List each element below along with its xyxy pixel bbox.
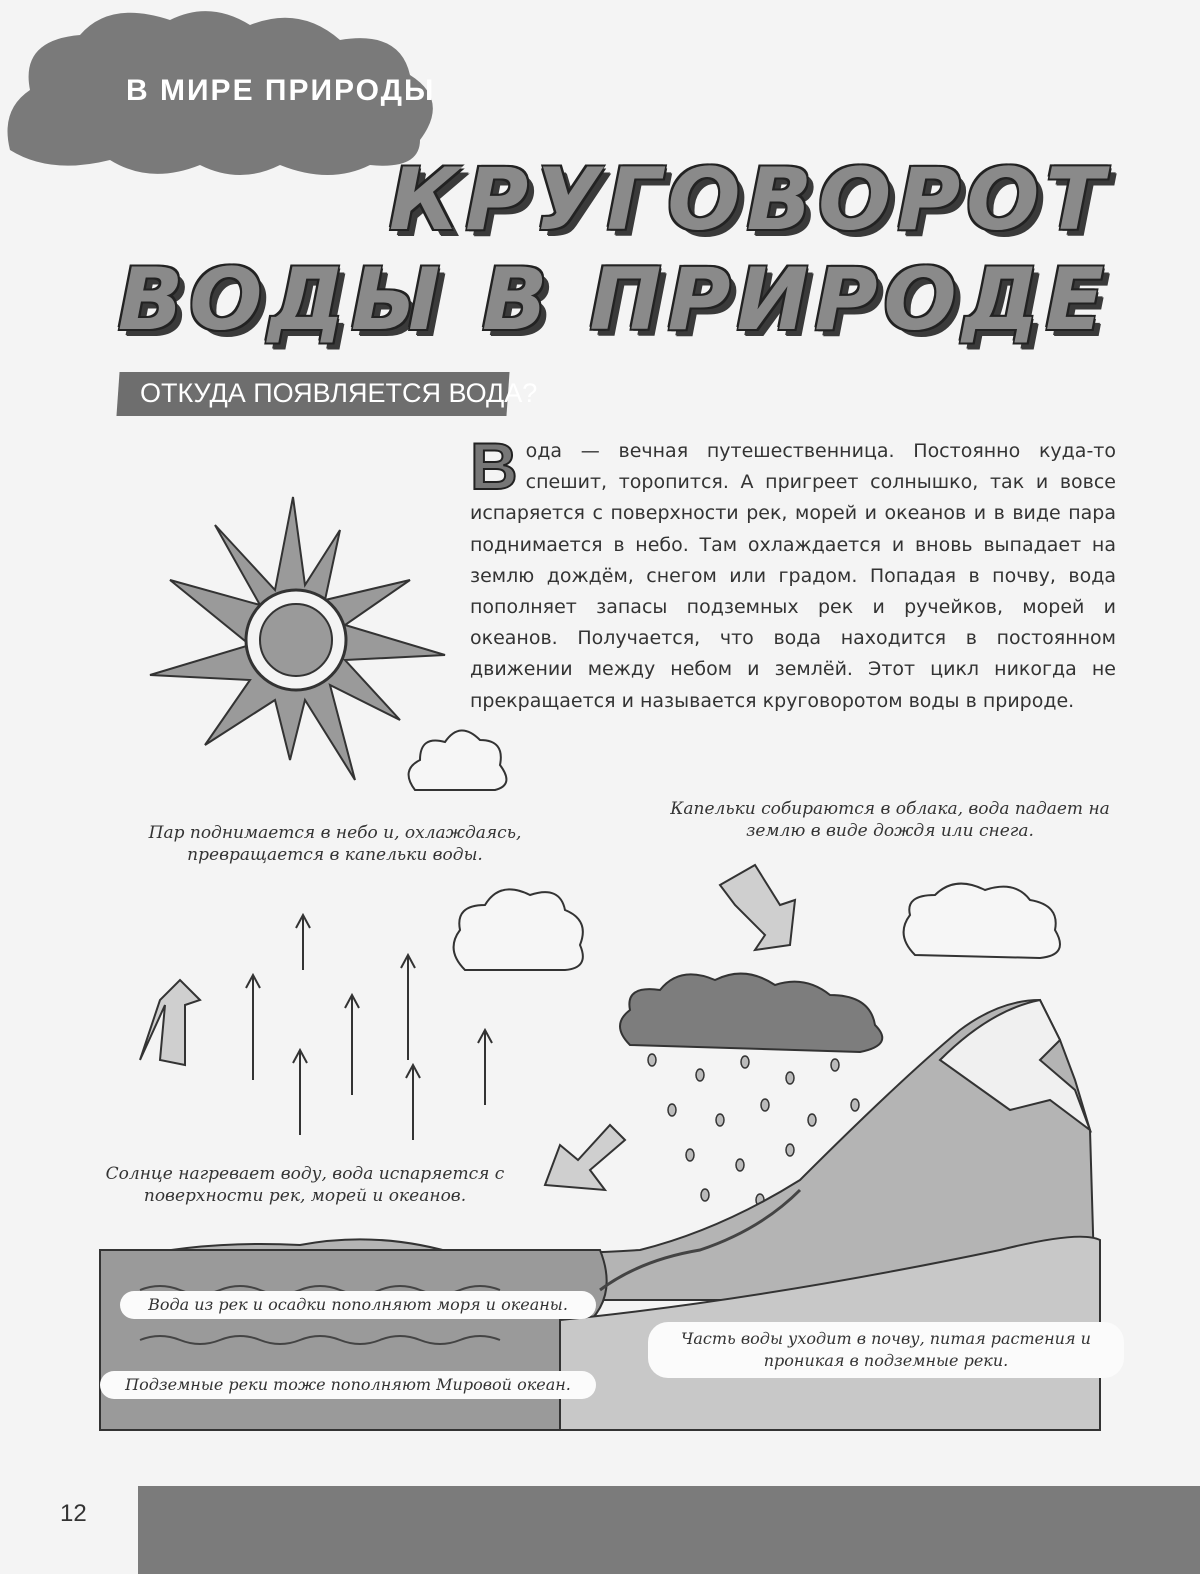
caption-clouds: Капельки собираются в облака, вода падает на землю в виде дождя или снега. (670, 799, 1110, 841)
section-badge-label: В МИРЕ ПРИРОДЫ (126, 74, 436, 107)
left-arrow-icon (545, 1125, 625, 1190)
page-title-line-2: ВОДЫ В ПРИРОДЕ (117, 250, 1110, 350)
caption-underground: Подземные реки тоже пополняют Мировой океан. (100, 1371, 596, 1399)
cloud-icon (409, 730, 507, 790)
intro-body: ода — вечная путешественница. Постоянно куда-то спешит, торопится. А пригреет солнышко, так и вовсе испаряется с поверхности рек, морей и океанов и в виде пара поднимается в небо. Там охлаждается и вновь выпадает на землю дождём, снегом или градом. Попадая в почву, вода пополняет запасы подземных рек и ручейков, морей и океанов. Получается, что вода находится в постоянном движении между небом и землёй. Этот цикл никогда не прекращается и называется круговоротом воды в природе. (470, 440, 1116, 712)
sun-icon (150, 497, 445, 780)
page-number: 12 (60, 1500, 87, 1527)
cloud-icon-2 (454, 889, 583, 970)
caption-vapor: Пар поднимается в небо и, охлаждаясь, превращается в капельки воды. (148, 823, 522, 865)
page-title-line-1: КРУГОВОРОТ (389, 150, 1110, 250)
caption-rivers: Вода из рек и осадки пополняют моря и океаны. (120, 1291, 596, 1319)
footer-bar (138, 1486, 1200, 1574)
intro-paragraph (470, 429, 1116, 717)
down-arrow-icon (720, 865, 795, 950)
caption-sun: Солнце нагревает воду, вода испаряется с поверхности рек, морей и океанов. (105, 1164, 505, 1206)
cloud-icon-3 (904, 884, 1060, 958)
up-arrow-icon (140, 980, 200, 1065)
caption-soil: Часть воды уходит в почву, питая растения и проникая в подземные реки. (648, 1322, 1124, 1378)
section-heading: ОТКУДА ПОЯВЛЯЕТСЯ ВОДА? (140, 378, 538, 408)
dropcap-letter: В (470, 429, 518, 503)
